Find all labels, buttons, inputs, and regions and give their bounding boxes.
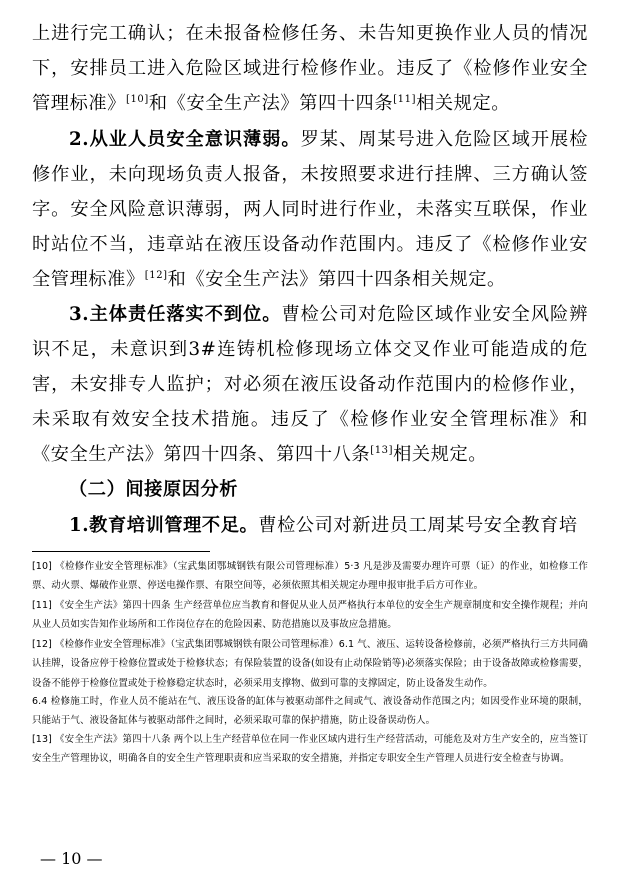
paragraph-text: 曹检公司对新进员工周某号安全教育培	[258, 515, 578, 536]
paragraph-text: 相关规定。	[416, 93, 511, 115]
paragraph-text: 和《安全生产法》第四十四条	[148, 93, 394, 115]
footnote-13: [13] 《安全生产法》第四十八条 两个以上生产经营单位在同一作业区域内进行生产经营活动，可能危及对方生产安全的，应当签订安全生产管理协议，明确各自的安全生产管理职责和应当采取的安全措施，并指定专职安全生产管理人员进行安全检查与协调。	[32, 734, 588, 765]
paragraph-text: 上进行完工确认；在未报备检修任务、未告知更换作业人员的情况下，安排员工进入危险区域进行检修作业。违反了《检修作业安全管理标准》	[32, 23, 588, 115]
page-number: — 10 —	[40, 849, 103, 868]
paragraph-worker-awareness	[32, 122, 588, 297]
paragraph-heading: 2.从业人员安全意识薄弱。	[69, 129, 301, 150]
footnote-ref-10[interactable]: [10]	[125, 94, 149, 106]
paragraph-heading: 1.教育培训管理不足。	[69, 515, 259, 536]
paragraph-text: 罗某、周某号进入危险区域开展检修作业，未向现场负责人报备，未按照要求进行挂牌、三方确认签字。安全风险意识薄弱，两人同时进行作业，未落实互联保，作业时站位不当，违章站在液压设备动作范围内。违反了《检修作业安全管理标准》	[32, 129, 588, 291]
footnote-12-continued: 6.4 检修施工时，作业人员不能站在气、液压设备的缸体与被驱动部件之间或气、液设备动作范围之内；如因受作业环境的限制，只能站于气、液设备缸体与被驱动部件之间时，必须采取可靠的保护措施，防止设备误动伤人。	[32, 696, 588, 727]
paragraph-heading: 3.主体责任落实不到位。	[69, 304, 282, 325]
paragraph-training	[32, 508, 588, 543]
paragraph-text: 相关规定。	[393, 444, 488, 466]
paragraph-completion-confirmation	[32, 16, 588, 121]
footnote-12: [12] 《检修作业安全管理标准》（宝武集团鄂城钢铁有限公司管理标准）6.1 气、液压、运转设备检修前，必须严格执行三方共同确认挂牌，设备应停于检修位置或处于检修状态；有保险装置的设备(如设有止动保险销等)必须落实保险；由于设备故障或检修需要，设备不能停于检修位置或处于检修稳定状态时，必须采用支撑物、做到可靠的支撑固定，防止设备发生动作。	[32, 639, 588, 689]
footnote-10: [10] 《检修作业安全管理标准》（宝武集团鄂城钢铁有限公司管理标准）5·3 凡是涉及需要办理许可票（证）的作业，如检修工作票、动火票、爆破作业票、停送电操作票、有限空间等，必须依照其相关规定办理申报审批手后方可作业。	[32, 561, 588, 592]
paragraph-responsibility	[32, 297, 588, 472]
footnote-11: [11] 《安全生产法》第四十四条 生产经营单位应当教育和督促从业人员严格执行本单位的安全生产规章制度和安全操作规程；并向从业人员如实告知作业场所和工作岗位存在的危险因素、防范措施以及事故应急措施。	[32, 600, 588, 631]
footnote-ref-12[interactable]: [12]	[144, 270, 168, 282]
footnote-ref-13[interactable]: [13]	[370, 445, 394, 457]
paragraph-text: 曹检公司对危险区域作业安全风险辨识不足，未意识到3#连铸机检修现场立体交叉作业可能造成的危害，未安排专人监护；对必须在液压设备动作范围内的检修作业，未采取有效安全技术措施。违反了《检修作业安全管理标准》和《安全生产法》第四十四条、第四十八条	[32, 304, 588, 466]
footnote-ref-11[interactable]: [11]	[393, 94, 417, 106]
footnote-divider	[32, 551, 210, 552]
paragraph-text: 和《安全生产法》第四十四条相关规定。	[167, 269, 506, 291]
section-heading: （二）间接原因分析	[69, 479, 239, 500]
